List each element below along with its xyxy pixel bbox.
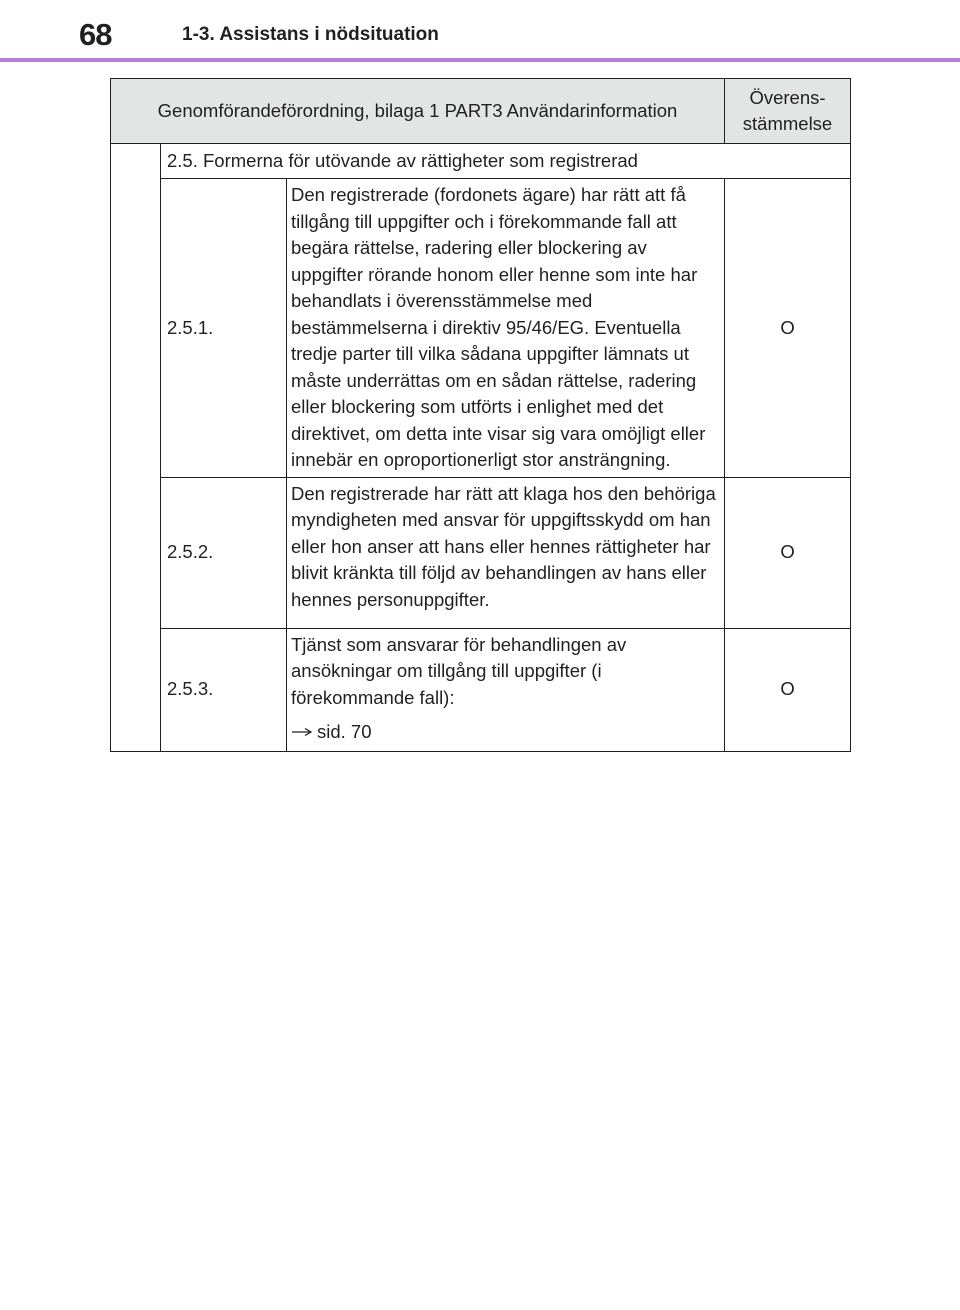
row-description: Den registrerade har rätt att klaga hos den behöriga myndigheten med ansvar för uppgiftsskydd om han eller hon anser att hans eller hennes rättigheter har blivit kränkta till följd av behandlingen av hans eller hennes personuppgifter.	[287, 477, 725, 628]
regulation-column-header: Genomförandeförordning, bilaga 1 PART3 Användarinformation	[111, 79, 725, 144]
arrow-right-icon	[291, 727, 313, 737]
compliance-column-header	[725, 79, 851, 144]
page-header	[0, 0, 960, 62]
section-title: 1-3. Assistans i nödsituation	[182, 24, 439, 45]
table-row	[111, 628, 851, 751]
page-reference-label: sid. 70	[317, 721, 372, 742]
row-description: Den registrerade (fordonets ägare) har rätt att få tillgång till uppgifter och i förekommande fall att begära rättelse, radering eller blockering av uppgifter rörande honom eller henne som inte har behandlats i överensstämmelse med bestämmelserna i direktiv 95/46/EG. Eventuella tredje parter till vilka sådana uppgifter lämnats ut måste underrättas om en sådan rättelse, radering eller blockering som utförts i enlighet med det direktivet, om detta inte visar sig vara omöjligt eller innebär en oproportionerligt stor ansträngning.	[287, 179, 725, 478]
subheading-row	[111, 144, 851, 179]
row-description	[287, 628, 725, 751]
row-number: 2.5.2.	[161, 477, 287, 628]
page-number: 68	[79, 17, 112, 52]
row-number: 2.5.1.	[161, 179, 287, 478]
row-compliance: O	[725, 628, 851, 751]
header-rule	[0, 58, 960, 62]
table-header-row	[111, 79, 851, 144]
requirements-table	[110, 78, 851, 752]
compliance-header-line2: stämmelse	[742, 113, 833, 134]
row-compliance: O	[725, 477, 851, 628]
row-number: 2.5.3.	[161, 628, 287, 751]
row-compliance: O	[725, 179, 851, 478]
subheading-cell: 2.5. Formerna för utövande av rättigheter som registrerad	[161, 144, 851, 179]
compliance-header-line1: Överens-	[749, 87, 826, 108]
blank-indent-cell	[111, 144, 161, 752]
table-row	[111, 179, 851, 478]
row-description-text: Tjänst som ansvarar för behandlingen av ansökningar om tillgång till uppgifter (i förekommande fall):	[291, 633, 627, 708]
page-reference[interactable]	[291, 719, 720, 746]
table-row	[111, 477, 851, 628]
